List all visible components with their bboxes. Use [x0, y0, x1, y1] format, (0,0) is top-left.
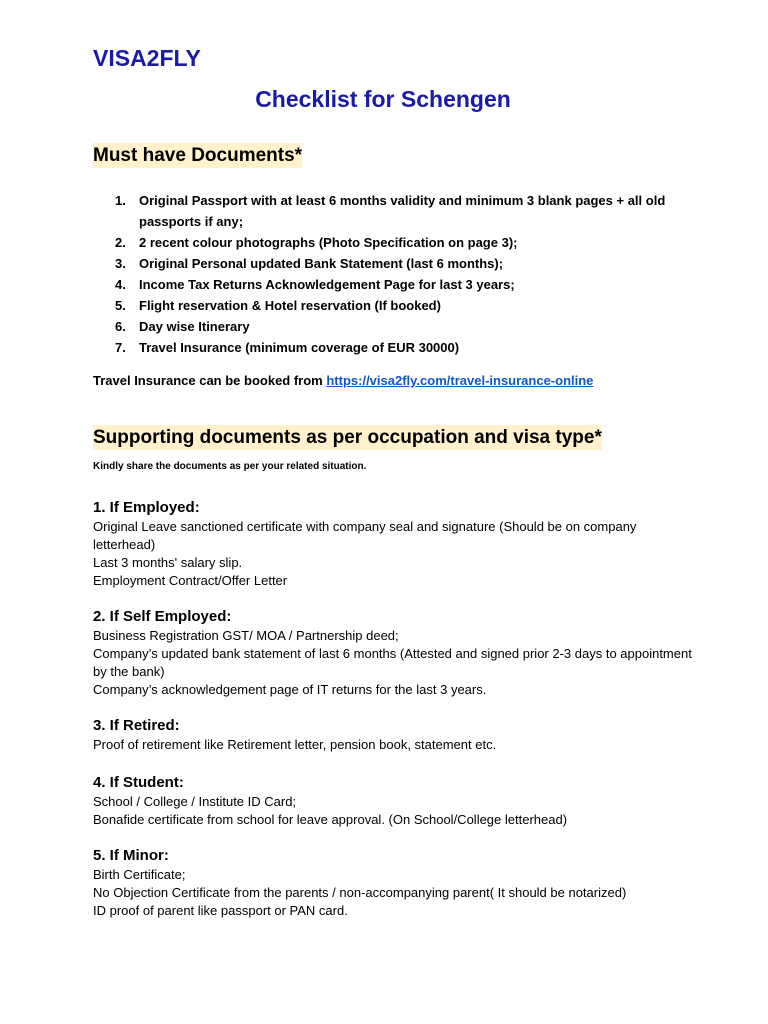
list-item-number: 4. — [115, 277, 126, 292]
category-line: Birth Certificate; — [93, 867, 186, 882]
list-item — [93, 274, 673, 295]
list-item — [93, 253, 673, 274]
supporting-heading: Supporting documents as per occupation and visa type* — [93, 427, 602, 448]
insurance-note-text: Travel Insurance can be booked from — [93, 373, 327, 388]
category-line: Employment Contract/Offer Letter — [93, 573, 288, 588]
list-item-text: Original Passport with at least 6 months validity and minimum 3 blank pages + all old passports if any; — [139, 193, 666, 229]
list-item-text: Day wise Itinerary — [139, 319, 250, 334]
category-line: Company’s updated bank statement of last 6 months (Attested and signed prior 2-3 days to appointment by the bank) — [93, 646, 692, 679]
category-title: 5. If Minor: — [93, 847, 169, 864]
list-item-number: 2. — [115, 235, 126, 250]
list-item-number: 3. — [115, 256, 126, 271]
list-item-text: 2 recent colour photographs (Photo Specification on page 3); — [139, 235, 518, 250]
list-item-text: Income Tax Returns Acknowledgement Page for last 3 years; — [139, 277, 515, 292]
list-item-text: Travel Insurance (minimum coverage of EUR 30000) — [139, 340, 460, 355]
insurance-link[interactable]: https://visa2fly.com/travel-insurance-online — [326, 373, 594, 388]
category-student — [93, 774, 693, 829]
insurance-note — [93, 373, 593, 388]
category-minor — [93, 847, 693, 920]
list-item-text: Original Personal updated Bank Statement (last 6 months); — [139, 256, 504, 271]
category-employed — [93, 499, 693, 590]
list-item — [93, 232, 673, 253]
list-item-number: 6. — [115, 319, 126, 334]
category-line: Original Leave sanctioned certificate with company seal and signature (Should be on company letterhead) — [93, 519, 637, 552]
category-line: ID proof of parent like passport or PAN card. — [93, 903, 348, 918]
list-item — [93, 337, 673, 358]
category-line: Bonafide certificate from school for leave approval. (On School/College letterhead) — [93, 812, 568, 827]
category-line: School / College / Institute ID Card; — [93, 794, 297, 809]
list-item-number: 1. — [115, 193, 126, 208]
list-item-number: 5. — [115, 298, 126, 313]
category-line: Last 3 months' salary slip. — [93, 555, 243, 570]
category-line: Business Registration GST/ MOA / Partnership deed; — [93, 628, 399, 643]
category-line: Company’s acknowledgement page of IT returns for the last 3 years. — [93, 682, 487, 697]
category-title: 3. If Retired: — [93, 717, 180, 734]
category-self-employed — [93, 608, 693, 699]
must-have-list — [93, 190, 673, 358]
list-item-text: Flight reservation & Hotel reservation (If booked) — [139, 298, 441, 313]
category-title: 4. If Student: — [93, 774, 184, 791]
category-line: Proof of retirement like Retirement letter, pension book, statement etc. — [93, 737, 497, 752]
page-title: Checklist for Schengen — [255, 86, 511, 112]
list-item — [93, 190, 673, 232]
category-title: 2. If Self Employed: — [93, 608, 232, 625]
category-title: 1. If Employed: — [93, 499, 200, 516]
must-have-heading: Must have Documents* — [93, 145, 303, 166]
brand-name: VISA2FLY — [93, 45, 201, 71]
supporting-note: Kindly share the documents as per your related situation. — [93, 461, 367, 472]
list-item-number: 7. — [115, 340, 126, 355]
category-line: No Objection Certificate from the parents / non-accompanying parent( It should be notarized) — [93, 885, 627, 900]
category-retired — [93, 717, 693, 754]
list-item — [93, 295, 673, 316]
list-item — [93, 316, 673, 337]
